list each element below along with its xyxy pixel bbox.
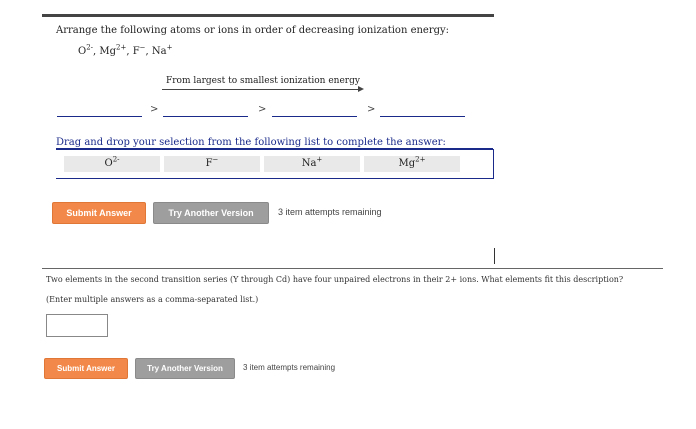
submit-answer-button-2[interactable]: Submit Answer <box>44 358 128 379</box>
choice-mg2-plus[interactable]: $Mg^{2+}$ <box>364 156 460 172</box>
arrow-label: From largest to smallest ionization energy <box>166 76 360 86</box>
choice-na-plus[interactable]: Na+ <box>264 156 360 172</box>
greater-than-3: > <box>367 104 376 115</box>
choice-o2-minus[interactable]: $O^{2-}$ <box>64 156 160 172</box>
arrow-right-icon <box>358 86 364 92</box>
attempts-remaining-2: 3 item attempts remaining <box>243 363 336 372</box>
answer-input[interactable] <box>46 314 108 337</box>
answer-slot-4[interactable] <box>380 116 465 117</box>
ion-item: F− <box>132 43 146 57</box>
choice-f-minus[interactable]: F− <box>164 156 260 172</box>
try-another-version-button-2[interactable]: Try Another Version <box>135 358 235 379</box>
arrow-line <box>162 89 360 90</box>
attempts-remaining-1: 3 item attempts remaining <box>278 207 382 217</box>
ion-item: $O^{2-}$ <box>78 43 94 57</box>
answer-slot-2[interactable] <box>163 116 248 117</box>
answer-slot-3[interactable] <box>272 116 357 117</box>
ion-list: $O^{2-}$, $Mg^{2+}$, F−, Na+ <box>78 43 173 57</box>
ion-item: $Mg^{2+}$ <box>99 43 127 57</box>
drag-choice-list <box>56 149 494 179</box>
try-another-version-button-1[interactable]: Try Another Version <box>153 202 269 224</box>
question-divider <box>42 268 663 269</box>
answer-slot-1[interactable] <box>57 116 142 117</box>
submit-answer-button-1[interactable]: Submit Answer <box>52 202 146 224</box>
greater-than-2: > <box>258 104 267 115</box>
ion-item: Na+ <box>151 43 173 57</box>
drag-instruction: Drag and drop your selection from the following list to complete the answer: <box>56 137 446 148</box>
question2-prompt: Two elements in the second transition series (Y through Cd) have four unpaired electrons in their 2+ ions. What elements fit this description? <box>46 275 624 284</box>
text-cursor-icon <box>494 248 495 264</box>
greater-than-1: > <box>150 104 159 115</box>
question1-prompt: Arrange the following atoms or ions in order of decreasing ionization energy: <box>56 25 450 36</box>
question2-hint: (Enter multiple answers as a comma-separated list.) <box>46 295 259 304</box>
question-top-rule <box>42 14 494 17</box>
